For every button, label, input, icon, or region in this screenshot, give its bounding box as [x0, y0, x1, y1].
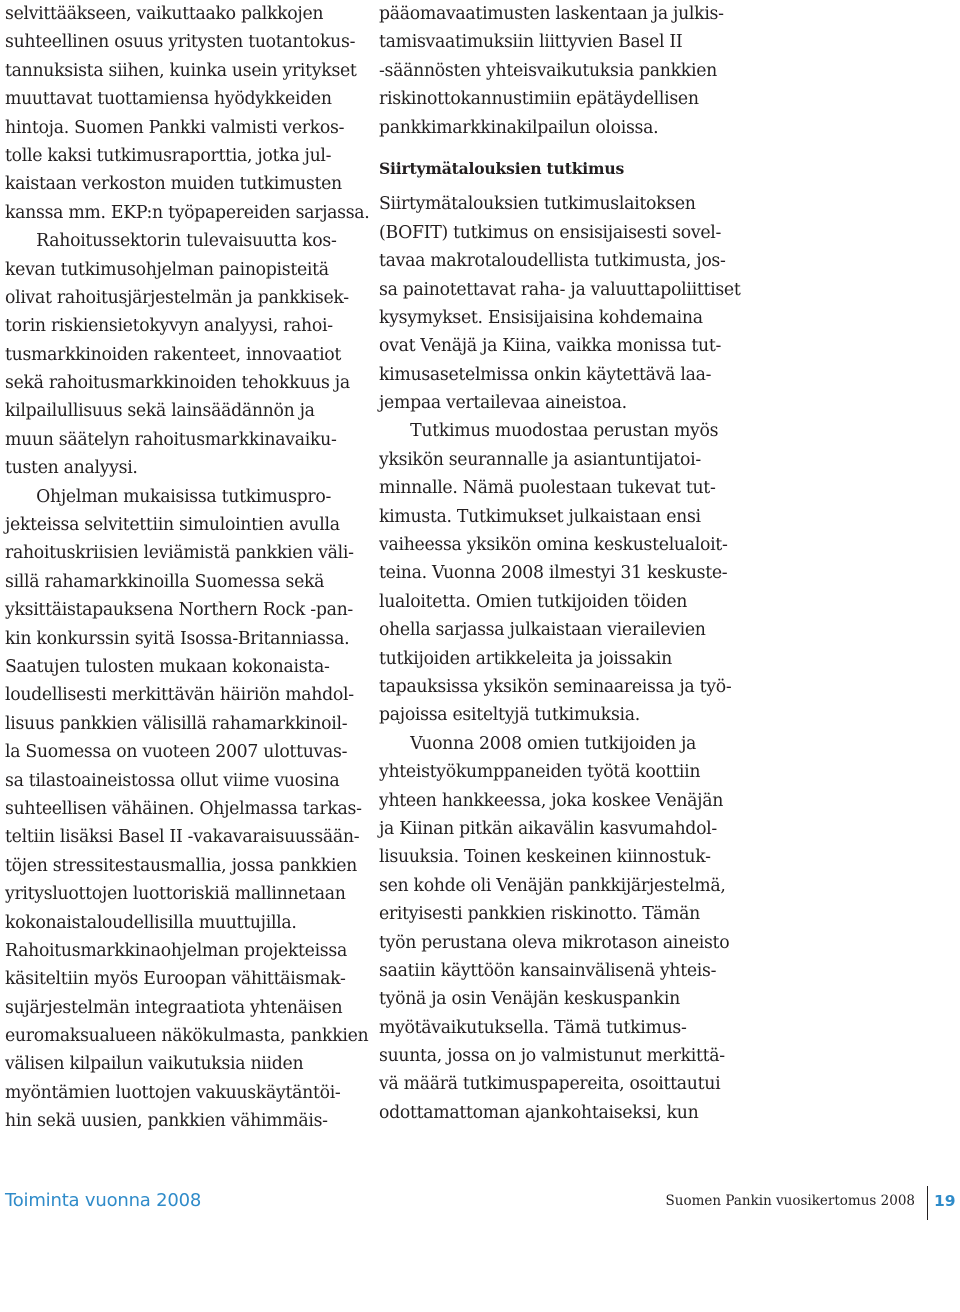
footer-divider [927, 1186, 928, 1220]
text-line: lisuuksia. Toinen keskeinen kiinnostuk- [379, 847, 711, 868]
text-line: sa painotettavat raha- ja valuuttapoliittiset [379, 279, 741, 300]
text-line: teina. Vuonna 2008 ilmestyi 31 keskuste- [379, 563, 728, 584]
text-line: hin sekä uusien, pankkien vähimmäis- [5, 1111, 328, 1132]
text-line: tavaa makrotaloudellista tutkimusta, jos- [379, 251, 726, 272]
text-line: suunta, jossa on jo valmistunut merkittä- [379, 1046, 725, 1067]
text-line: sa tilastoaineistossa ollut viime vuosina [5, 770, 340, 791]
text-line: tannuksista siihen, kuinka usein yritykset [5, 60, 357, 81]
footer-section-title: Toiminta vuonna 2008 [5, 1190, 202, 1211]
text-line: kaistaan verkoston muiden tutkimusten [5, 174, 342, 195]
text-line: myötävaikutuksella. Tämä tutkimus- [379, 1017, 687, 1038]
text-line: kimusta. Tutkimukset julkaistaan ensi [379, 506, 701, 527]
text-line: tolle kaksi tutkimusraporttia, jotka jul- [5, 145, 332, 166]
text-line: kin konkurssin syitä Isossa-Britanniassa. [5, 628, 350, 649]
text-line: olivat rahoitusjärjestelmän ja pankkisek- [5, 287, 349, 308]
page-number: 19 [934, 1192, 956, 1210]
text-line: Ohjelman mukaisissa tutkimuspro- [5, 486, 331, 507]
text-line: la Suomessa on vuoteen 2007 ulottuvas- [5, 742, 348, 763]
text-line: muuttavat tuottamiensa hyödykkeiden [5, 89, 332, 110]
text-line: käsiteltiin myös Euroopan vähittäismak- [5, 969, 346, 990]
text-line: jempaa vertailevaa aineistoa. [379, 393, 627, 414]
text-line: (BOFIT) tutkimus on ensisijaisesti sovel- [379, 222, 722, 243]
left-column [5, 0, 370, 1136]
text-line: lualoitetta. Omien tutkijoiden töiden [379, 591, 688, 612]
text-line: sen kohde oli Venäjän pankkijärjestelmä, [379, 875, 726, 896]
text-line: ja Kiinan pitkän aikavälin kasvumahdol- [379, 818, 717, 839]
text-line: Siirtymätalouksien tutkimuslaitoksen [379, 194, 696, 215]
text-line: pajoissa esiteltyjä tutkimuksia. [379, 705, 640, 726]
text-line: kilpailullisuus sekä lainsäädännön ja [5, 401, 315, 422]
text-line: jekteissa selvitettiin simulointien avulla [5, 515, 340, 536]
text-line: odottamattoman ajankohtaiseksi, kun [379, 1102, 699, 1123]
text-line: kevan tutkimusohjelman painopisteitä [5, 259, 329, 280]
text-line: lisuus pankkien välisillä rahamarkkinoil- [5, 713, 348, 734]
text-line: loudellisesti merkittävän häiriön mahdol- [5, 685, 354, 706]
text-line: yksikön seurannalle ja asiantuntijatoi- [379, 449, 701, 470]
text-line: sekä rahoitusmarkkinoiden tehokkuus ja [5, 373, 350, 394]
text-line: pääomavaatimusten laskentaan ja julkis- [379, 4, 724, 24]
text-line: välisen kilpailun vaikutuksia niiden [5, 1054, 304, 1075]
text-line: työnä ja osin Venäjän keskuspankin [379, 989, 680, 1010]
text-line: tusmarkkinoiden rakenteet, innovaatiot [5, 344, 342, 365]
text-line: Rahoitusmarkkinaohjelman projekteissa [5, 940, 347, 961]
footer-publication-title: Suomen Pankin vuosikertomus 2008 [665, 1193, 915, 1209]
text-line: tutkijoiden artikkeleita ja joissakin [379, 648, 672, 669]
text-line: Saatujen tulosten mukaan kokonaista- [5, 656, 330, 677]
text-line: pankkimarkkinakilpailun oloissa. [379, 117, 659, 138]
right-column-top-text [379, 0, 729, 142]
text-line: kimusasetelmissa onkin käytettävä laa- [379, 364, 712, 385]
text-line: Tutkimus muodostaa perustan myös [379, 421, 719, 442]
text-line: myöntämien luottojen vakuuskäytäntöi- [5, 1082, 341, 1103]
text-line: suhteellinen osuus yritysten tuotantokus- [5, 32, 356, 53]
text-line: kysymykset. Ensisijaisina kohdemaina [379, 307, 703, 328]
text-line: töjen stressitestausmallia, jossa pankkien [5, 855, 357, 876]
text-line: muun säätelyn rahoitusmarkkinavaiku- [5, 429, 337, 450]
text-line: riskinottokannustimiin epätäydellisen [379, 89, 699, 110]
text-line: rahoituskriisien leviämistä pankkien väli- [5, 543, 354, 564]
text-line: tusten analyysi. [5, 458, 138, 479]
text-line: hintoja. Suomen Pankki valmisti verkos- [5, 117, 345, 138]
text-line: yhteen hankkeessa, joka koskee Venäjän [379, 790, 724, 811]
text-line: yritysluottojen luottoriskiä mallinnetaan [5, 884, 346, 905]
text-line: Rahoitussektorin tulevaisuutta kos- [5, 231, 337, 252]
text-line: teltiin lisäksi Basel II -vakavaraisuussään- [5, 827, 360, 848]
text-line: euromaksualueen näkökulmasta, pankkien [5, 1026, 369, 1047]
text-line: työn perustana oleva mikrotason aineisto [379, 932, 730, 953]
text-line: saatiin käyttöön kansainvälisenä yhteis- [379, 960, 717, 981]
text-line: sujärjestelmän integraatiota yhtenäisen [5, 997, 343, 1018]
text-line: erityisesti pankkien riskinotto. Tämän [379, 904, 700, 925]
right-column-bottom-text [379, 190, 741, 1127]
right-column [379, 0, 741, 1127]
text-line: vä määrä tutkimuspapereita, osoittautui [379, 1074, 721, 1095]
text-line: minnalle. Nämä puolestaan tukevat tut- [379, 478, 716, 499]
text-line: suhteellisen vähäinen. Ohjelmassa tarkas- [5, 798, 362, 819]
text-line: tapauksissa yksikön seminaareissa ja työ- [379, 676, 732, 697]
section-heading: Siirtymätalouksien tutkimus [379, 158, 625, 178]
text-line: yksittäistapauksena Northern Rock -pan- [5, 600, 353, 621]
text-line: kanssa mm. EKP:n työpapereiden sarjassa. [5, 202, 370, 223]
text-line: ovat Venäjä ja Kiina, vaikka monissa tut- [379, 336, 722, 357]
text-line: yhteistyökumppaneiden työtä koottiin [379, 762, 701, 783]
text-line: tamisvaatimuksiin liittyvien Basel II [379, 32, 683, 53]
text-line: sillä rahamarkkinoilla Suomessa sekä [5, 571, 325, 592]
text-line: ohella sarjassa julkaistaan vierailevien [379, 620, 706, 641]
text-line: vaiheessa yksikön omina keskustelualoit- [379, 535, 728, 556]
text-line: selvittääkseen, vaikuttaako palkkojen [5, 4, 324, 24]
text-line: torin riskiensietokyvyn analyysi, rahoi- [5, 316, 333, 337]
text-line: Vuonna 2008 omien tutkijoiden ja [379, 733, 697, 754]
text-line: kokonaistaloudellisilla muuttujilla. [5, 912, 297, 933]
text-line: -säännösten yhteisvaikutuksia pankkien [379, 60, 717, 81]
